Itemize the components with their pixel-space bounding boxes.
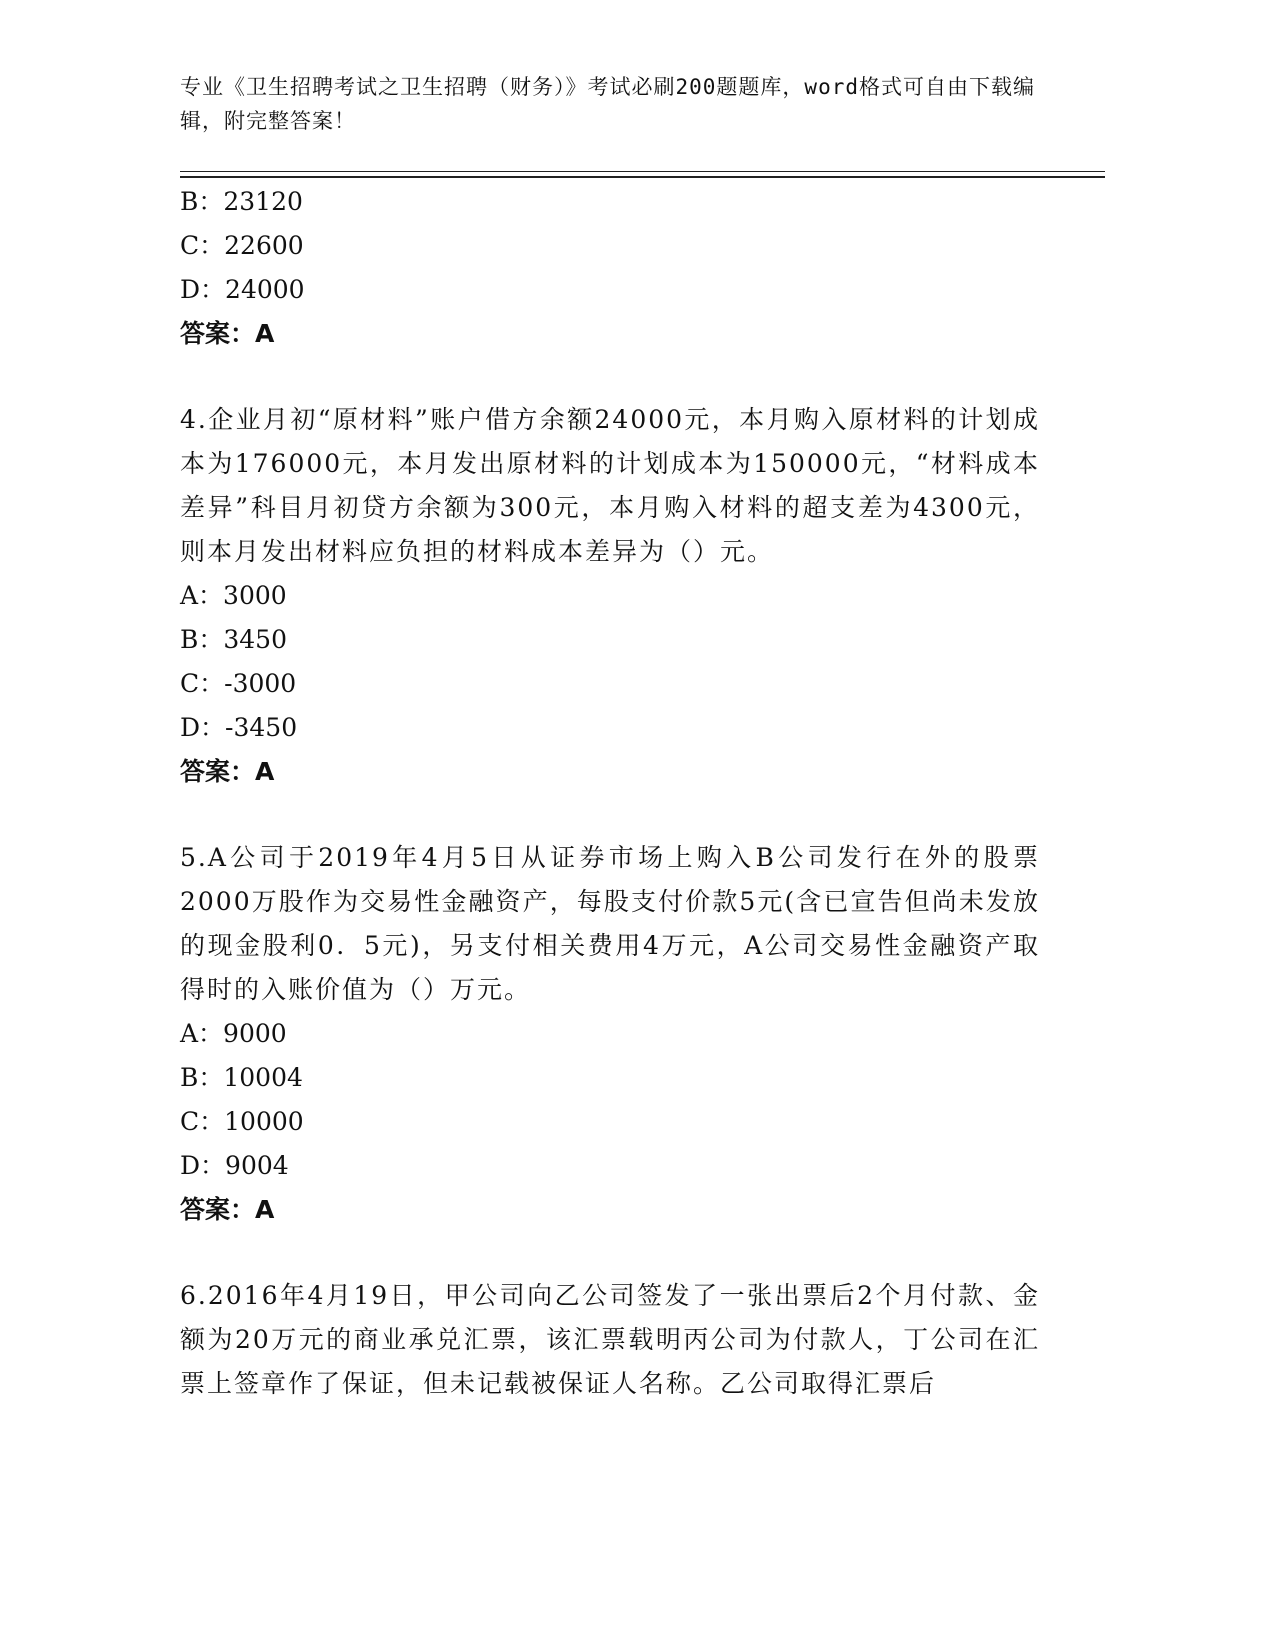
option-d: D：9004 bbox=[180, 1151, 289, 1180]
option-d: D：24000 bbox=[180, 275, 305, 304]
question-3-tail bbox=[180, 180, 1040, 356]
answer: 答案：A bbox=[180, 319, 275, 348]
header-divider-thick bbox=[180, 176, 1105, 178]
option-c: C：22600 bbox=[180, 231, 304, 260]
question-text: 4.企业月初“原材料”账户借方余额24000元，本月购入原材料的计划成本为176000元，本月发出原材料的计划成本为150000元，“材料成本差异”科目月初贷方余额为300元，本月购入材料的超支差为4300元，则本月发出材料应负担的材料成本差异为（）元。 bbox=[180, 405, 1040, 566]
question-text: 5.A公司于2019年4月5日从证券市场上购入B公司发行在外的股票2000万股作为交易性金融资产，每股支付价款5元(含已宣告但尚未发放的现金股利0．5元)，另支付相关费用4万元，A公司交易性金融资产取得时的入账价值为（）万元。 bbox=[180, 843, 1040, 1004]
header-divider-thin bbox=[180, 171, 1105, 172]
header-title: 专业《卫生招聘考试之卫生招聘（财务）》考试必刷200题题库，word格式可自由下载编辑，附完整答案！ bbox=[180, 75, 1035, 133]
question-5 bbox=[180, 836, 1040, 1232]
option-b: B：10004 bbox=[180, 1063, 303, 1092]
option-a: A：3000 bbox=[180, 581, 287, 610]
option-a: A：9000 bbox=[180, 1019, 287, 1048]
question-text: 6.2016年4月19日，甲公司向乙公司签发了一张出票后2个月付款、金额为20万元的商业承兑汇票，该汇票载明丙公司为付款人，丁公司在汇票上签章作了保证，但未记载被保证人名称。乙公司取得汇票后 bbox=[180, 1281, 1040, 1398]
option-c: C：-3000 bbox=[180, 669, 297, 698]
question-6 bbox=[180, 1274, 1040, 1406]
question-4 bbox=[180, 398, 1040, 794]
option-d: D：-3450 bbox=[180, 713, 298, 742]
answer: 答案：A bbox=[180, 757, 275, 786]
question-list bbox=[180, 180, 1040, 1406]
answer: 答案：A bbox=[180, 1195, 275, 1224]
option-b: B：3450 bbox=[180, 625, 287, 654]
option-b: B：23120 bbox=[180, 187, 303, 216]
option-c: C：10000 bbox=[180, 1107, 304, 1136]
document-header bbox=[180, 70, 1040, 138]
